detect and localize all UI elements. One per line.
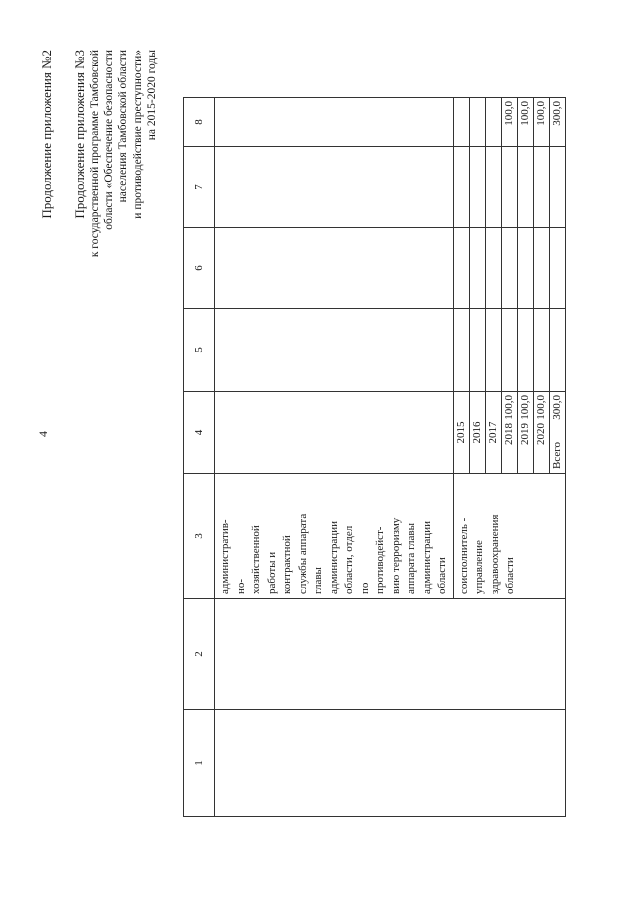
value-cell	[485, 98, 501, 147]
cell-col2	[215, 599, 566, 710]
col-header-2: 2	[184, 599, 215, 710]
cell-col5	[469, 309, 485, 392]
executor-cell	[215, 474, 454, 599]
header-block	[72, 50, 159, 410]
cell-col6	[517, 228, 533, 309]
cell-col7	[517, 147, 533, 228]
cell-col5	[533, 309, 549, 392]
value-cell	[517, 392, 533, 474]
text-line: аппарата главы	[405, 523, 417, 594]
text-line: здравоохранения	[488, 514, 501, 594]
header-line: на 2015-2020 годы	[145, 50, 158, 141]
text-line: работы и	[265, 551, 278, 594]
value-cell: 100,0	[517, 98, 533, 147]
program-table	[183, 97, 566, 817]
cell-col7	[215, 147, 454, 228]
year-label: Всего	[550, 442, 563, 469]
cell-col1	[215, 710, 566, 817]
cell-col6	[501, 228, 517, 309]
header-line: и противодействие преступности»	[131, 50, 144, 219]
value-cell	[469, 98, 485, 147]
cell-col8	[215, 98, 454, 147]
text-line: области	[436, 557, 448, 594]
cell-col5	[517, 309, 533, 392]
text-line: хозяйственной	[250, 525, 262, 594]
col-header-5: 5	[184, 309, 215, 392]
col-header-1: 1	[184, 710, 215, 817]
header-continuation-3: Продолжение приложения №3	[72, 50, 87, 219]
cell-col6	[533, 228, 549, 309]
page-number: 4	[36, 431, 50, 437]
year-cell: 2015	[453, 392, 469, 474]
year-label: 2018	[502, 423, 515, 445]
value-cell	[501, 392, 517, 474]
text-line: административ-	[219, 519, 231, 594]
text-line: области, отдел	[343, 525, 355, 594]
cell-col7	[453, 147, 469, 228]
text-line: главы	[312, 567, 324, 594]
year-label: 2020	[534, 423, 547, 445]
cell-col4	[215, 392, 454, 474]
text-line: управление	[473, 540, 485, 594]
cell-col5	[485, 309, 501, 392]
executor-row	[215, 98, 454, 817]
cell-col7	[485, 147, 501, 228]
col-header-8: 8	[184, 98, 215, 147]
text-line: противодейст-	[374, 526, 386, 594]
year-label: 2019	[518, 423, 531, 445]
cell-col5	[501, 309, 517, 392]
text-line: соисполнитель -	[457, 517, 470, 594]
cell-col7	[533, 147, 549, 228]
text-line: контрактной	[281, 535, 293, 594]
text-line: по	[358, 582, 371, 594]
text-line: администрации	[420, 521, 433, 594]
header-continuation-2: Продолжение приложения №2	[39, 50, 54, 219]
header-row	[184, 98, 215, 817]
cell-col5	[215, 309, 454, 392]
value-label: 100,0	[534, 395, 547, 420]
col-header-3: 3	[184, 474, 215, 599]
cell-col7	[469, 147, 485, 228]
cell-col6	[215, 228, 454, 309]
cell-col7	[501, 147, 517, 228]
cell-col5	[549, 309, 565, 392]
coexecutor-cell	[453, 474, 565, 599]
value-cell: 100,0	[533, 98, 549, 147]
col-header-4: 4	[184, 392, 215, 474]
col-header-6: 6	[184, 228, 215, 309]
cell-col6	[549, 228, 565, 309]
col-header-7: 7	[184, 147, 215, 228]
cell-col6	[469, 228, 485, 309]
year-cell: 2016	[469, 392, 485, 474]
value-cell: 100,0	[501, 98, 517, 147]
value-cell	[549, 392, 565, 474]
text-line: администрации	[327, 521, 340, 594]
cell-col7	[549, 147, 565, 228]
text-line: службы аппарата	[296, 513, 309, 594]
cell-col6	[485, 228, 501, 309]
text-line: вию терроризму	[389, 517, 402, 594]
text-line: но-	[234, 578, 247, 594]
text-line: области	[504, 557, 516, 594]
cell-col6	[453, 228, 469, 309]
value-label: 300,0	[550, 395, 563, 420]
value-cell: 300,0	[549, 98, 565, 147]
value-label: 100,0	[502, 395, 515, 420]
header-line: населения Тамбовской области	[117, 50, 130, 203]
cell-col5	[453, 309, 469, 392]
value-cell	[533, 392, 549, 474]
year-cell: 2017	[485, 392, 501, 474]
header-line: области «Обеспечение безопасности	[103, 50, 116, 230]
value-label: 100,0	[518, 395, 531, 420]
header-line: к государственной программе Тамбовской	[89, 50, 101, 258]
value-cell	[453, 98, 469, 147]
